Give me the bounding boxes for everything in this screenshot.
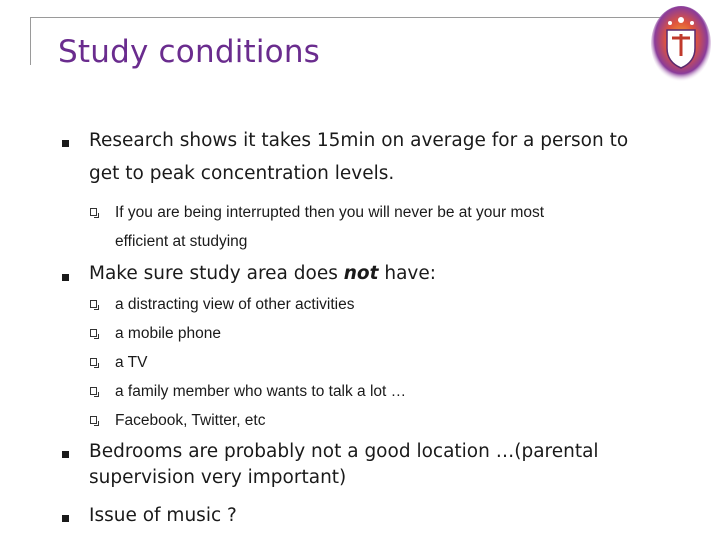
sub-bullet-marker [90,208,97,216]
bullet-marker [62,274,69,281]
sub-bullet-list [115,290,675,435]
slide-title: Study conditions [58,34,321,70]
bullet-prefix: Make sure study area does [89,263,344,284]
bullet-line: supervision very important) [89,467,347,488]
bullet-marker [62,451,69,458]
bullet-marker [62,140,69,147]
sub-bullet-line: efficient at studying [115,233,248,250]
sub-bullet-item: a TV [115,354,148,371]
sub-bullet-line: If you are being interrupted then you will never be at your most [115,204,545,221]
sub-bullet-item: Facebook, Twitter, etc [115,412,266,429]
sub-bullet-marker [90,387,97,395]
bullet-emphasis: not [343,263,379,284]
bullet-marker [62,515,69,522]
bullet-text-music: Issue of music ? [89,505,237,526]
bullet-line: get to peak concentration levels. [89,163,395,184]
sub-bullet-item: a mobile phone [115,325,221,342]
bullet-line: Research shows it takes 15min on average for a person to [89,130,629,151]
crest-logo [650,4,712,84]
sub-bullet-item: a distracting view of other activities [115,296,355,313]
bullet-text-study-area [89,261,689,287]
slide-frame-top [30,17,670,18]
sub-bullet-marker [90,358,97,366]
bullet-text-bedrooms [89,439,689,491]
bullet-text-research [89,128,689,187]
sub-bullet-marker [90,416,97,424]
sub-bullet-interrupted [115,198,675,256]
sub-bullet-marker [90,329,97,337]
bullet-line: Bedrooms are probably not a good location …(parental [89,441,599,462]
sub-bullet-marker [90,300,97,308]
sub-bullet-item: a family member who wants to talk a lot … [115,383,407,400]
bullet-suffix: have: [378,263,436,284]
slide-frame-left [30,17,31,65]
